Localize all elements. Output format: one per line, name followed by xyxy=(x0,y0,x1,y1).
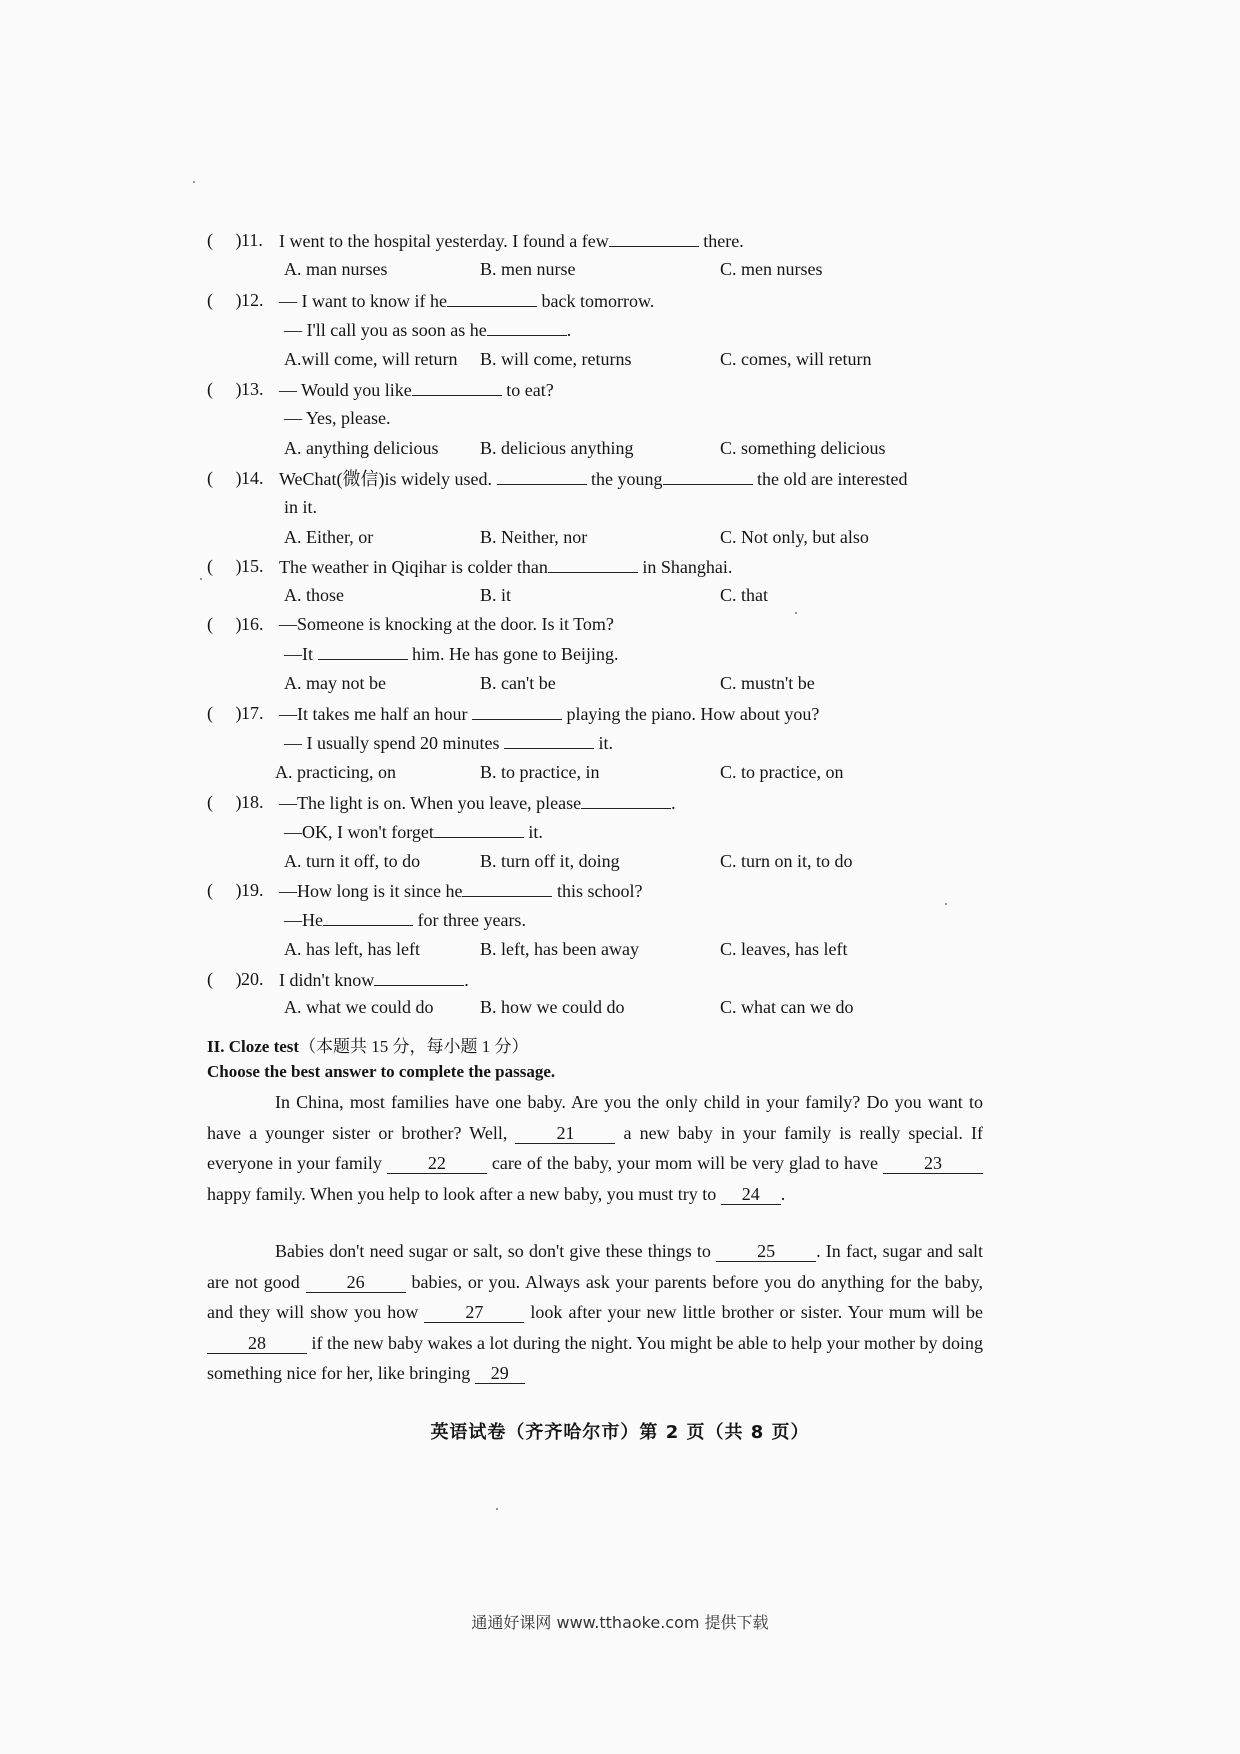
scan-speck xyxy=(193,181,195,183)
answer-blank xyxy=(504,732,594,749)
option-c[interactable]: C. to practice, on xyxy=(720,762,844,782)
question-stem: The weather in Qiqihar is colder than in Shanghai. xyxy=(279,557,733,577)
answer-paren[interactable]: ( ) xyxy=(207,969,242,989)
answer-blank xyxy=(323,909,413,926)
answer-blank xyxy=(497,468,587,485)
question-stem: —How long is it since he this school? xyxy=(279,881,643,901)
cloze-blank-21[interactable]: 21 xyxy=(515,1123,615,1144)
answer-blank xyxy=(609,230,699,247)
answer-blank xyxy=(412,379,502,396)
answer-blank xyxy=(487,319,567,336)
question-stem: —Someone is knocking at the door. Is it Tom? xyxy=(279,614,614,634)
answer-blank xyxy=(462,880,552,897)
question-stem-line2: —OK, I won't forget it. xyxy=(284,822,543,842)
answer-blank xyxy=(434,821,524,838)
answer-blank xyxy=(374,969,464,986)
question-number: 18. xyxy=(241,792,264,812)
answer-paren[interactable]: ( ) xyxy=(207,290,242,310)
option-a[interactable]: A. what we could do xyxy=(284,997,434,1017)
question-stem: I didn't know . xyxy=(279,970,469,990)
question-number: 13. xyxy=(241,379,264,399)
option-b[interactable]: B. how we could do xyxy=(480,997,625,1017)
option-c[interactable]: C. that xyxy=(720,585,768,605)
question-stem-line2: — Yes, please. xyxy=(284,408,391,428)
answer-paren[interactable]: ( ) xyxy=(207,880,242,900)
question-stem-line2: — I'll call you as soon as he . xyxy=(284,320,572,340)
answer-paren[interactable]: ( ) xyxy=(207,230,242,250)
question-stem: — I want to know if he back tomorrow. xyxy=(279,291,655,311)
question-number: 15. xyxy=(241,556,264,576)
question-number: 17. xyxy=(241,703,264,723)
question-stem: WeChat(微信)is widely used. the young the old are interested xyxy=(279,469,908,489)
question-stem: — Would you like to eat? xyxy=(279,380,554,400)
question-stem-line2: in it. xyxy=(284,497,318,517)
cloze-blank-29[interactable]: 29 xyxy=(475,1363,525,1384)
cloze-blank-22[interactable]: 22 xyxy=(387,1153,487,1174)
question-stem: I went to the hospital yesterday. I found a few there. xyxy=(279,231,744,251)
cloze-blank-28[interactable]: 28 xyxy=(207,1333,307,1354)
question-number: 20. xyxy=(241,969,264,989)
cloze-blank-25[interactable]: 25 xyxy=(716,1241,816,1262)
option-a[interactable]: A.will come, will return xyxy=(284,349,458,369)
question-number: 16. xyxy=(241,614,264,634)
answer-blank xyxy=(548,556,638,573)
question-stem-line2: — I usually spend 20 minutes it. xyxy=(284,733,613,753)
scan-speck xyxy=(496,1508,498,1510)
question-number: 14. xyxy=(241,468,264,488)
question-stem-line2: —He for three years. xyxy=(284,910,526,930)
option-b[interactable]: B. men nurse xyxy=(480,259,576,279)
cloze-blank-24[interactable]: 24 xyxy=(721,1184,781,1205)
question-stem: —It takes me half an hour playing the piano. How about you? xyxy=(279,704,820,724)
answer-paren[interactable]: ( ) xyxy=(207,468,242,488)
section-title: II. Cloze test（本题共 15 分，每小题 1 分） xyxy=(207,1037,529,1056)
answer-blank xyxy=(318,643,408,660)
option-c[interactable]: C. men nurses xyxy=(720,259,823,279)
answer-blank xyxy=(663,468,753,485)
cloze-blank-23[interactable]: 23 xyxy=(883,1153,983,1174)
question-stem-line2: —It him. He has gone to Beijing. xyxy=(284,644,619,664)
answer-paren[interactable]: ( ) xyxy=(207,703,242,723)
option-a[interactable]: A. anything delicious xyxy=(284,438,439,458)
option-a[interactable]: A. turn it off, to do xyxy=(284,851,421,871)
option-a[interactable]: A. Either, or xyxy=(284,527,374,547)
question-number: 19. xyxy=(241,880,264,900)
option-a[interactable]: A. may not be xyxy=(284,673,386,693)
question-number: 12. xyxy=(241,290,264,310)
option-c[interactable]: C. comes, will return xyxy=(720,349,872,369)
answer-paren[interactable]: ( ) xyxy=(207,792,242,812)
section-instruction: Choose the best answer to complete the passage. xyxy=(207,1062,556,1081)
option-b[interactable]: B. delicious anything xyxy=(480,438,634,458)
cloze-blank-26[interactable]: 26 xyxy=(306,1272,406,1293)
cloze-paragraph-1: In China, most families have one baby. Are you the only child in your family? Do you want to have a younger sister or brother? Well, 21 a new baby in your family is really special. If everyone in your family 22 care of the baby, your mom will be very glad to have 23 happy family. When you help to look after a new baby, you must try to 24 . xyxy=(207,1092,983,1204)
option-c[interactable]: C. something delicious xyxy=(720,438,886,458)
option-c[interactable]: C. leaves, has left xyxy=(720,939,848,959)
answer-paren[interactable]: ( ) xyxy=(207,379,242,399)
scan-speck xyxy=(945,903,947,905)
option-b[interactable]: B. it xyxy=(480,585,512,605)
option-a[interactable]: A. man nurses xyxy=(284,259,388,279)
option-a[interactable]: A. those xyxy=(284,585,344,605)
answer-blank xyxy=(581,792,671,809)
option-b[interactable]: B. can't be xyxy=(480,673,556,693)
cloze-blank-27[interactable]: 27 xyxy=(424,1302,524,1323)
option-c[interactable]: C. turn on it, to do xyxy=(720,851,853,871)
option-a[interactable]: A. has left, has left xyxy=(284,939,420,959)
answer-paren[interactable]: ( ) xyxy=(207,614,242,634)
answer-blank xyxy=(472,703,562,720)
answer-blank xyxy=(447,290,537,307)
option-a[interactable]: A. practicing, on xyxy=(275,762,396,782)
option-b[interactable]: B. Neither, nor xyxy=(480,527,588,547)
option-b[interactable]: B. to practice, in xyxy=(480,762,600,782)
option-b[interactable]: B. will come, returns xyxy=(480,349,632,369)
page-footer: 英语试卷（齐齐哈尔市）第 2 页（共 8 页） xyxy=(430,1422,810,1443)
answer-paren[interactable]: ( ) xyxy=(207,556,242,576)
option-c[interactable]: C. what can we do xyxy=(720,997,854,1017)
question-number: 11. xyxy=(241,230,263,250)
download-watermark: 通通好课网 www.tthaoke.com 提供下载 xyxy=(471,1613,769,1632)
option-b[interactable]: B. left, has been away xyxy=(480,939,639,959)
option-c[interactable]: C. mustn't be xyxy=(720,673,815,693)
cloze-paragraph-2: Babies don't need sugar or salt, so don't give these things to 25 . In fact, sugar and salt are not good 26 babies, or you. Always ask your parents before you do anything for the baby, and they will show you how 27 look after your new little brother or sister. Your mum will be 28 if the new baby wakes a lot during the night. You might be able to help your mother by doing something nice for her, like bringing 29 xyxy=(207,1241,983,1383)
option-b[interactable]: B. turn off it, doing xyxy=(480,851,620,871)
scan-speck xyxy=(795,612,797,614)
question-stem: —The light is on. When you leave, please . xyxy=(279,793,676,813)
option-c[interactable]: C. Not only, but also xyxy=(720,527,869,547)
section-score-note: （本题共 15 分，每小题 1 分） xyxy=(299,1037,529,1056)
scan-speck xyxy=(200,578,202,580)
